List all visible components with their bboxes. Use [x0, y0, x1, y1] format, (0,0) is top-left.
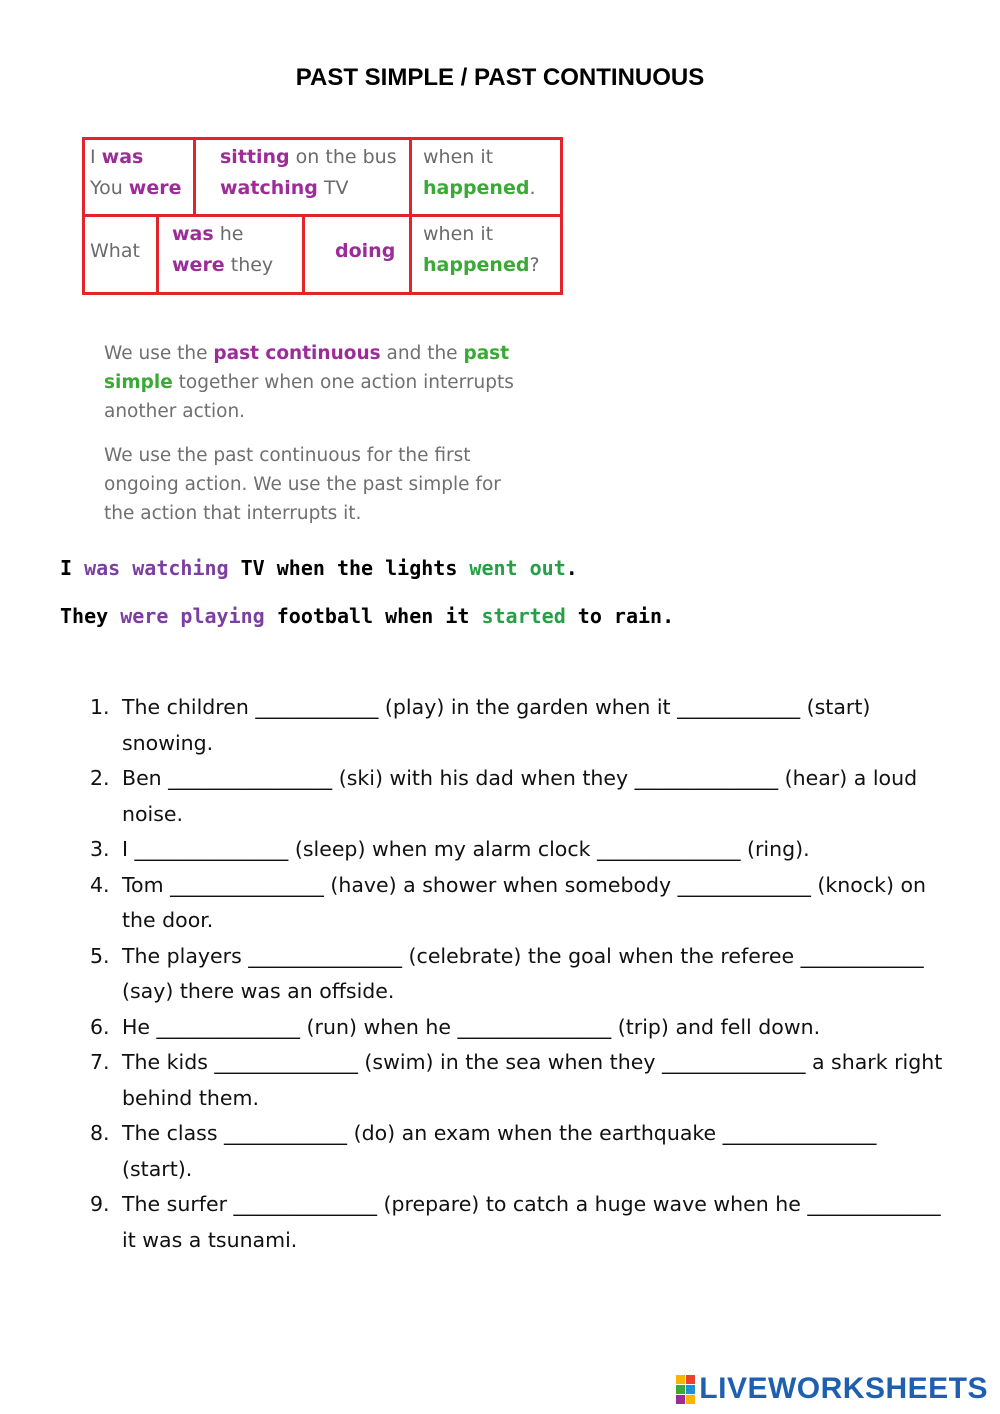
- liveworksheets-logo: [676, 1372, 988, 1406]
- verb-was-q: was: [172, 223, 214, 245]
- text-he: he: [213, 223, 244, 245]
- page-title: PAST SIMPLE / PAST CONTINUOUS: [295, 64, 705, 91]
- verb-sitting: sitting: [220, 146, 290, 168]
- rule1-text-c: and the: [380, 343, 464, 364]
- ex2-past-continuous: were playing: [120, 604, 265, 628]
- ex1-past-continuous: was watching: [84, 556, 229, 580]
- text-when-it-q: when it: [423, 223, 494, 245]
- exercise-number: 8.: [90, 1121, 110, 1145]
- exercise-text: I _______________ (sleep) when my alarm clock ______________ (ring).: [122, 837, 810, 861]
- ex2-a: They: [60, 604, 121, 628]
- exercise-item: [90, 1010, 950, 1046]
- verb-were-q: were: [172, 254, 225, 276]
- punct-period: .: [529, 177, 536, 199]
- grammar-cell-what: [82, 214, 159, 295]
- grammar-cell-when-q: [409, 214, 563, 295]
- exercise-item: [90, 832, 950, 868]
- exercise-number: 9.: [90, 1192, 110, 1216]
- grammar-cell-question-subjects: [156, 214, 305, 295]
- exercise-text: The class ____________ (do) an exam when the earthquake _______________ (start).: [122, 1121, 877, 1181]
- exercise-item: [90, 868, 950, 939]
- exercise-item: [90, 690, 950, 761]
- logo-text: LIVEWORKSHEETS: [699, 1372, 988, 1405]
- exercise-number: 1.: [90, 695, 110, 719]
- text-when-it: when it: [423, 146, 494, 168]
- example-sentence-2: [60, 604, 674, 628]
- exercise-text: He ______________ (run) when he _______________ (trip) and fell down.: [122, 1014, 821, 1039]
- exercise-text: Ben ________________ (ski) with his dad when they ______________ (hear) a loud noise.: [122, 766, 918, 826]
- exercise-item: [90, 761, 950, 832]
- grammar-table: [82, 137, 563, 295]
- subject-i: I: [90, 146, 102, 168]
- verb-watching: watching: [220, 177, 318, 199]
- rule1-text-f: together when one action interrupts another action.: [104, 372, 514, 422]
- verb-was: was: [101, 146, 144, 168]
- verb-doing: doing: [335, 240, 396, 262]
- exercise-text: The kids ______________ (swim) in the sea when they ______________ a shark right behind them.: [122, 1050, 943, 1110]
- rule1-simple: simple: [104, 372, 173, 393]
- verb-happened: happened: [423, 177, 530, 199]
- exercise-list: [90, 690, 950, 1258]
- example-sentence-1: [60, 556, 578, 580]
- rule-paragraph-2: We use the past continuous for the first ongoing action. We use the past simple for the action that interrupts it.: [104, 445, 501, 524]
- text-they: they: [224, 254, 274, 276]
- verb-were: were: [128, 177, 182, 199]
- rule-paragraph-1: [104, 339, 554, 426]
- rule1-text-a: We use the: [104, 343, 214, 364]
- rule1-past: past: [463, 343, 510, 364]
- text-what: What: [90, 240, 140, 262]
- exercise-number: 3.: [90, 837, 110, 861]
- exercise-text: Tom _______________ (have) a shower when somebody _____________ (knock) on the door.: [122, 872, 927, 932]
- exercise-number: 4.: [90, 872, 110, 897]
- grammar-cell-actions: [193, 137, 412, 217]
- subject-you: You: [90, 177, 129, 199]
- grammar-cell-when: [409, 137, 563, 217]
- ex1-a: I: [60, 556, 85, 580]
- grammar-cell-subjects: [82, 137, 196, 217]
- ex1-e: .: [565, 556, 578, 580]
- text-tv: TV: [317, 177, 349, 199]
- liveworksheets-logo-icon: [676, 1375, 695, 1404]
- exercise-item: [90, 1045, 950, 1116]
- exercise-number: 6.: [90, 1014, 110, 1039]
- ex2-c: football when it: [264, 604, 482, 628]
- ex2-past-simple: started: [481, 604, 566, 628]
- ex1-c: TV when the lights: [228, 556, 470, 580]
- rule1-past-continuous: past continuous: [213, 343, 381, 364]
- exercise-item: [90, 1187, 950, 1258]
- exercise-text: The players _______________ (celebrate) the goal when the referee ____________ (say) there was an offside.: [122, 943, 924, 1003]
- grammar-cell-doing: [302, 214, 412, 295]
- exercise-item: [90, 939, 950, 1010]
- text-on-the-bus: on the bus: [289, 146, 397, 168]
- exercise-item: [90, 1116, 950, 1187]
- exercise-number: 2.: [90, 766, 110, 790]
- ex2-e: to rain.: [565, 604, 675, 628]
- punct-question: ?: [529, 254, 540, 276]
- exercise-number: 7.: [90, 1050, 110, 1074]
- exercise-number: 5.: [90, 943, 110, 968]
- exercise-text: The children ____________ (play) in the garden when it ____________ (start) snowing.: [122, 695, 871, 755]
- ex1-past-simple: went out: [469, 556, 566, 580]
- verb-happened-q: happened: [423, 254, 530, 276]
- exercise-text: The surfer ______________ (prepare) to catch a huge wave when he _____________ it was a tsunami.: [122, 1192, 941, 1252]
